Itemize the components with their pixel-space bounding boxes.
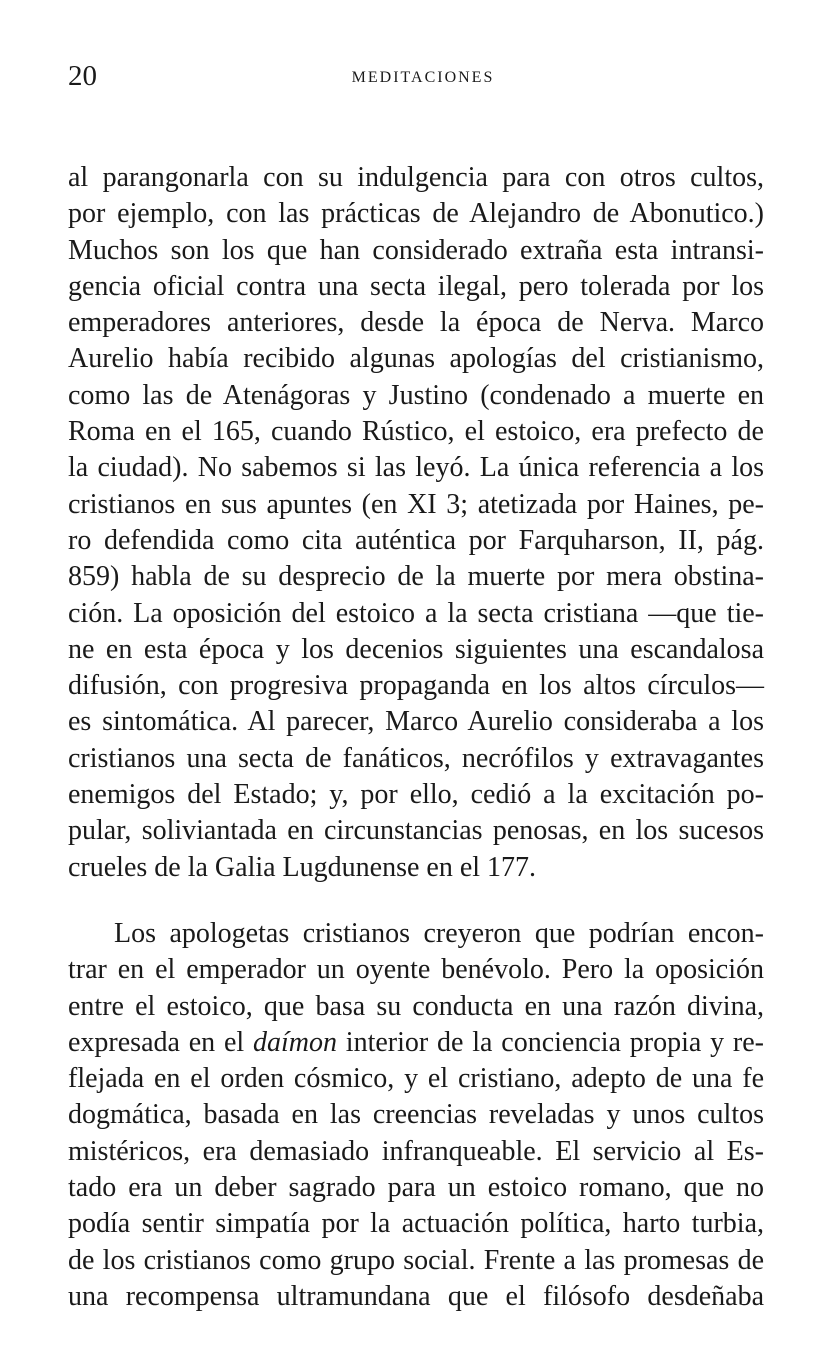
text-line: enemigos del Estado; y, por ello, cedió a la excitación po- bbox=[68, 779, 764, 811]
text-line: por ejemplo, con las prácticas de Alejandro de Abonutico.) bbox=[68, 198, 764, 230]
text-line: difusión, con progresiva propaganda en los altos círculos— bbox=[68, 670, 764, 702]
text-line: como las de Atenágoras y Justino (condenado a muerte en bbox=[68, 379, 764, 411]
text-line: pular, soliviantada en circunstancias penosas, en los sucesos bbox=[68, 815, 764, 847]
paragraph-2 bbox=[68, 916, 764, 1315]
text-line: trar en el emperador un oyente benévolo. Pero la oposición bbox=[68, 954, 764, 986]
body-text bbox=[68, 160, 764, 1315]
text-line: cristianos una secta de fanáticos, necrófilos y extravagantes bbox=[68, 742, 764, 774]
text-line: cristianos en sus apuntes (en XI 3; atetizada por Haines, pe- bbox=[68, 488, 764, 520]
text-line: dogmática, basada en las creencias reveladas y unos cultos bbox=[68, 1099, 764, 1131]
paragraph-1 bbox=[68, 160, 764, 886]
italic-term: daímon bbox=[253, 1026, 337, 1058]
text-line: crueles de la Galia Lugdunense en el 177. bbox=[68, 851, 537, 883]
text-line: gencia oficial contra una secta ilegal, pero tolerada por los bbox=[68, 270, 764, 302]
text-line: al parangonarla con su indulgencia para con otros cultos, bbox=[68, 162, 764, 193]
text-line: Los apologetas cristianos creyeron que podrían encon- bbox=[114, 917, 764, 949]
text-line: tado era un deber sagrado para un estoico romano, que no bbox=[68, 1172, 764, 1204]
text-line: 859) habla de su desprecio de la muerte por mera obstina- bbox=[68, 561, 764, 593]
text-line: mistéricos, era demasiado infranqueable. El servicio al Es- bbox=[68, 1135, 764, 1167]
text-line: flejada en el orden cósmico, y el cristiano, adepto de una fe bbox=[68, 1063, 764, 1095]
text-line: ro defendida como cita auténtica por Farquharson, II, pág. bbox=[68, 524, 764, 556]
text-line: Roma en el 165, cuando Rústico, el estoico, era prefecto de bbox=[68, 416, 764, 448]
paragraph-gap bbox=[68, 886, 764, 916]
text-segment: expresada en el bbox=[68, 1026, 253, 1058]
text-line: ne en esta época y los decenios siguientes una escandalosa bbox=[68, 633, 764, 665]
text-line: es sintomática. Al parecer, Marco Aurelio consideraba a los bbox=[68, 706, 764, 738]
running-title: MEDITACIONES bbox=[351, 69, 495, 86]
running-head bbox=[68, 58, 764, 98]
text-line: la ciudad). No sabemos si las leyó. La única referencia a los bbox=[68, 452, 764, 484]
text-segment: interior de la conciencia propia y re- bbox=[337, 1026, 764, 1058]
text-line: Aurelio había recibido algunas apologías del cristianismo, bbox=[68, 343, 764, 375]
text-line: una recompensa ultramundana que el filósofo desdeñaba bbox=[68, 1280, 764, 1312]
page-number: 20 bbox=[68, 60, 97, 92]
text-line: podía sentir simpatía por la actuación política, harto turbia, bbox=[68, 1208, 764, 1240]
text-line: ción. La oposición del estoico a la secta cristiana —que tie- bbox=[68, 597, 764, 629]
text-line: Muchos son los que han considerado extraña esta intransi- bbox=[68, 234, 764, 266]
text-line-with-italic bbox=[68, 1025, 764, 1061]
text-line: emperadores anteriores, desde la época de Nerva. Marco bbox=[68, 307, 764, 339]
text-line: entre el estoico, que basa su conducta en una razón divina, bbox=[68, 990, 764, 1022]
text-line: de los cristianos como grupo social. Frente a las promesas de bbox=[68, 1244, 764, 1276]
